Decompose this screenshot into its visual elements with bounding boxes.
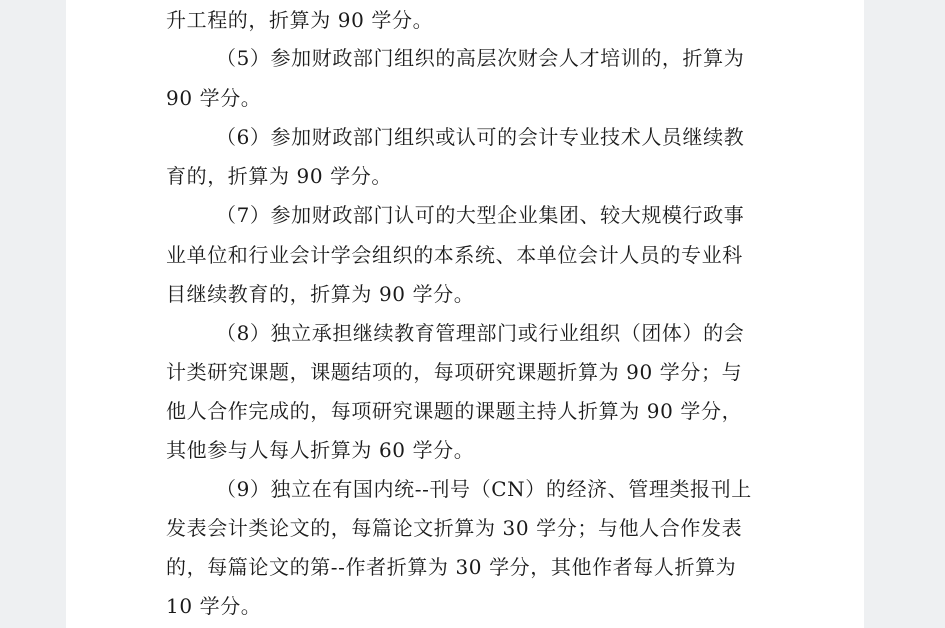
text-line: 他人合作完成的，每项研究课题的课题主持人折算为 90 学分， [166, 399, 743, 423]
text-line: 发表会计类论文的，每篇论文折算为 30 学分；与他人合作发表 [166, 516, 743, 540]
text-line: 的，每篇论文的第--作者折算为 30 学分，其他作者每人折算为 [166, 555, 737, 579]
text-line: （9）独立在有国内统--刊号（CN）的经济、管理类报刊上 [216, 477, 752, 501]
text-line: 目继续教育的，折算为 90 学分。 [166, 282, 475, 306]
text-line: （6）参加财政部门组织或认可的会计专业技术人员继续教 [216, 125, 745, 149]
text-line: 育的，折算为 90 学分。 [166, 164, 392, 188]
text-line: 90 学分。 [166, 86, 262, 110]
text-line: （7）参加财政部门认可的大型企业集团、较大规模行政事 [216, 203, 745, 227]
document-page [66, 0, 864, 628]
text-line: 其他参与人每人折算为 60 学分。 [166, 438, 475, 462]
text-line: （5）参加财政部门组织的高层次财会人才培训的，折算为 [216, 46, 745, 70]
text-line: 计类研究课题，课题结项的，每项研究课题折算为 90 学分；与 [166, 360, 743, 384]
text-line: 10 学分。 [166, 594, 262, 618]
text-line: 业单位和行业会计学会组织的本系统、本单位会计人员的专业科 [166, 243, 743, 267]
text-line: （8）独立承担继续教育管理部门或行业组织（团体）的会 [216, 321, 745, 345]
text-line: 升工程的，折算为 90 学分。 [166, 8, 434, 32]
